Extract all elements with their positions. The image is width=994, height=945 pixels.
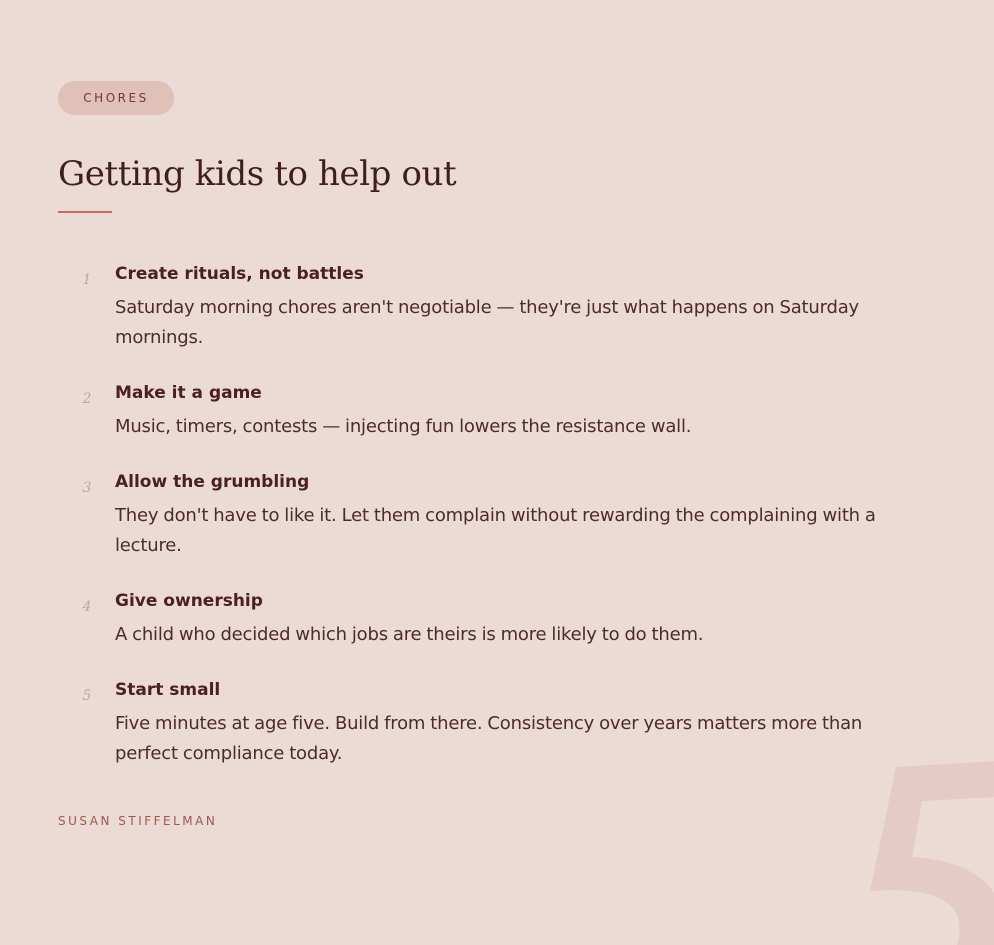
list-item-heading: Make it a game bbox=[115, 383, 262, 403]
list-item-description: Music, timers, contests — injecting fun lowers the resistance wall. bbox=[115, 416, 692, 437]
list-item-number: 2 bbox=[82, 391, 92, 407]
list-item-number: 3 bbox=[82, 480, 92, 496]
title-underline bbox=[58, 211, 112, 213]
category-tag: CHORES bbox=[58, 81, 174, 115]
list-item-description: A child who decided which jobs are theirs is more likely to do them. bbox=[115, 624, 704, 645]
list-item-number: 4 bbox=[82, 599, 92, 615]
list-item-heading: Start small bbox=[115, 680, 221, 700]
list-item-heading: Allow the grumbling bbox=[115, 472, 310, 492]
page-title: Getting kids to help out bbox=[58, 154, 457, 194]
list-item-number: 5 bbox=[82, 688, 92, 704]
list-item-number: 1 bbox=[82, 272, 92, 288]
list-item-heading: Create rituals, not battles bbox=[115, 264, 364, 284]
list-item-description: They don't have to like it. Let them complain without rewarding the complaining with a lecture. bbox=[115, 505, 876, 556]
author-credit: SUSAN STIFFELMAN bbox=[58, 814, 218, 828]
list-item-description: Five minutes at age five. Build from there. Consistency over years matters more than perfect compliance today. bbox=[115, 713, 863, 764]
list-item-description: Saturday morning chores aren't negotiable — they're just what happens on Saturday mornings. bbox=[115, 297, 860, 348]
list-item-heading: Give ownership bbox=[115, 591, 263, 611]
